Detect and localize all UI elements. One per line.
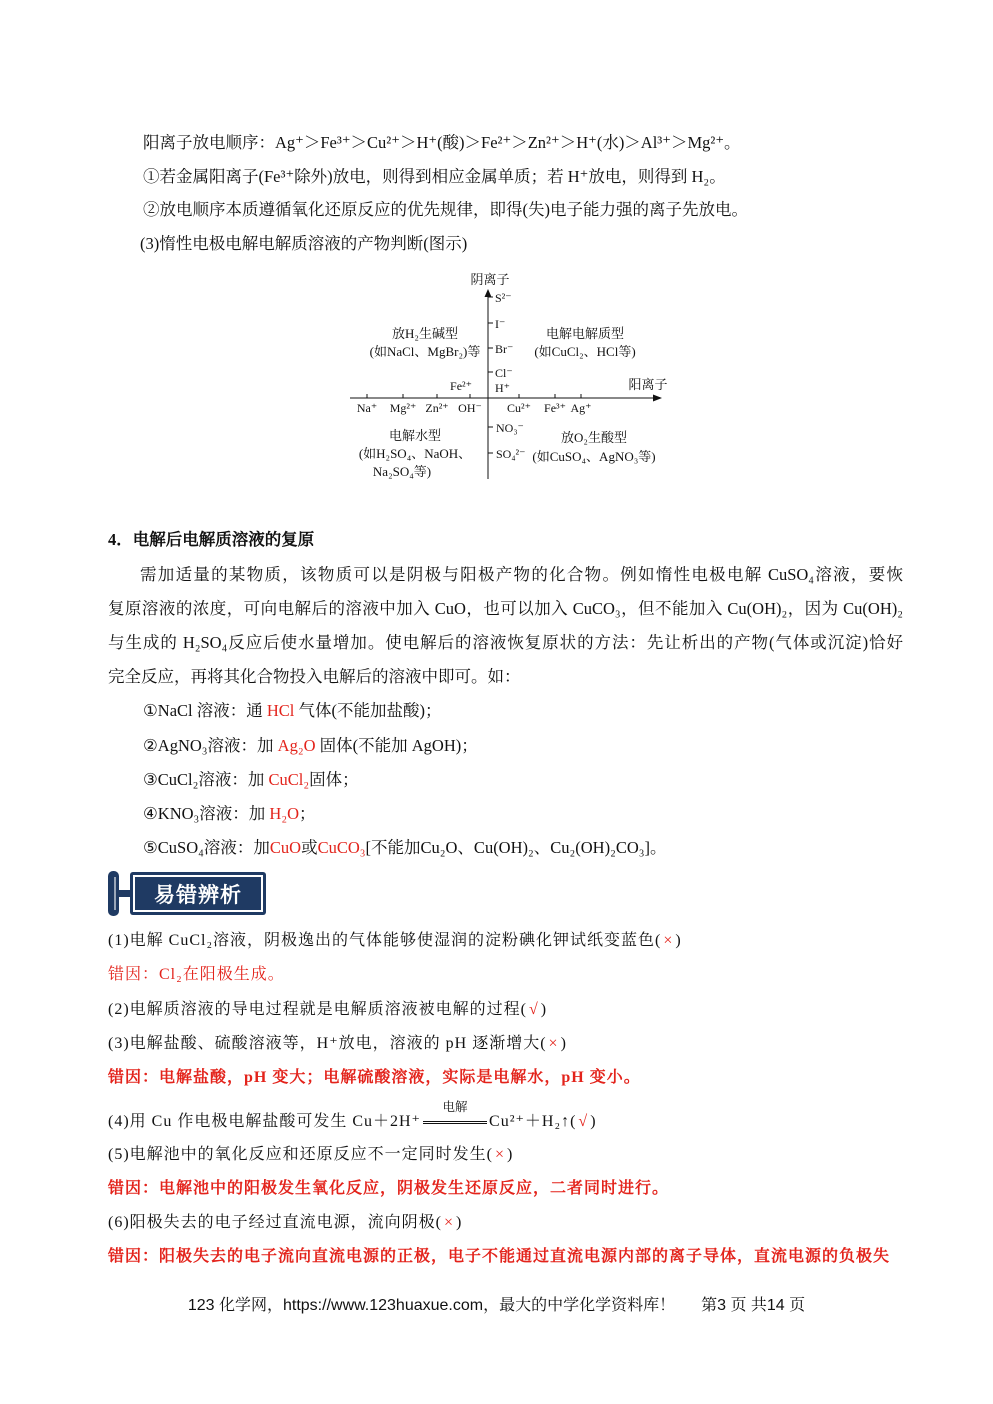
ion-label-hydrogen: H⁺ <box>495 381 510 395</box>
item-statement: (3)电解盐酸、硫酸溶液等，H⁺放电，溶液的 pH 逐渐增大( <box>108 1035 547 1052</box>
item-text: ①NaCl 溶液：通 <box>143 701 267 720</box>
verdict-mark: × <box>495 1146 506 1163</box>
quadrant-top-right-example: (如CuCl₂、HCl等) <box>534 344 636 359</box>
item-statement: (4)用 Cu 作电极电解盐酸可发生 Cu＋2H⁺ <box>108 1113 422 1130</box>
list-item <box>143 837 667 859</box>
horizontal-axis-label: 阳离子 <box>628 377 668 392</box>
footer-site-text: 123 化学网，https://www.123huaxue.com，最大的中学化学资料库！ <box>187 1297 676 1314</box>
item-text: ③CuCl₂溶液：加 <box>143 770 269 789</box>
item-text: ； <box>299 804 316 823</box>
list-item <box>143 735 478 757</box>
paragraph-line: 与生成的 H₂SO₄反应后使水量增加。使电解后的溶液恢复原状的方法：先让析出的产物(气体或沉淀)恰好 <box>108 633 903 652</box>
paragraph-line: 复原溶液的浓度，可向电解后的溶液中加入 CuO，也可以加入 CuCO₃，但不能加入 Cu(OH)₂，因为 Cu(OH)₂ <box>108 599 903 618</box>
verdict-mark: × <box>663 932 674 949</box>
ion-label-hydroxide: OH⁻ <box>458 401 482 415</box>
list-item <box>143 769 359 791</box>
item-text: [不能加Cu₂O、Cu(OH)₂、Cu₂(OH)₂CO₃]。 <box>365 838 667 857</box>
vertical-axis-arrow <box>485 289 492 297</box>
discharge-rule-2: ②放电顺序本质遵循氧化还原反应的优先规律，即得(失)电子能力强的离子先放电。 <box>143 200 748 219</box>
ion-label-copper: Cu²⁺ <box>507 401 531 415</box>
error-item <box>108 1212 462 1234</box>
answer-text: CuCO₃ <box>317 838 366 857</box>
item-close: ) <box>675 932 682 949</box>
paragraph-line: 需加适量的某物质，该物质可以是阴极与阳极产物的化合物。例如惰性电极电解 CuSO₄溶液，要恢 <box>140 565 903 584</box>
quadrant-top-left-example: (如NaCl、MgBr₂)等 <box>369 344 481 359</box>
banner-box <box>130 872 266 915</box>
section-heading: 4．电解后电解质溶液的复原 <box>108 530 315 549</box>
item-statement: (1)电解 CuCl₂溶液，阴极逸出的气体能够使湿润的淀粉碘化钾试纸变蓝色( <box>108 932 662 949</box>
item-text: 气体(不能加盐酸)； <box>294 701 442 720</box>
item-statement: (2)电解质溶液的导电过程就是电解质溶液被电解的过程( <box>108 1001 527 1018</box>
quadrant-bottom-right-title: 放O₂生酸型 <box>561 430 627 445</box>
item-close: ) <box>560 1035 567 1052</box>
cation-discharge-order: 阳离子放电顺序：Ag⁺＞Fe³⁺＞Cu²⁺＞H⁺(酸)＞Fe²⁺＞Zn²⁺＞H⁺(水)＞Al³⁺＞Mg²⁺。 <box>143 133 741 152</box>
error-reason: 错因：电解池中的阳极发生氧化反应，阴极发生还原反应，二者同时进行。 <box>108 1180 670 1197</box>
quadrant-bottom-left-example-2: Na₂SO₄等) <box>372 464 432 479</box>
footer-page-number: 第3 页 共14 页 <box>701 1297 806 1314</box>
verdict-mark: × <box>444 1214 455 1231</box>
banner-title: 易错辨析 <box>154 882 242 907</box>
item-close: ) <box>540 1001 548 1018</box>
verdict-mark: × <box>548 1035 559 1052</box>
list-item <box>143 803 316 825</box>
page-footer <box>0 1295 993 1317</box>
error-item <box>108 999 547 1021</box>
electrolysis-product-diagram <box>340 265 680 487</box>
vertical-axis-label: 阴离子 <box>470 272 510 287</box>
answer-text: CuCl₂ <box>268 770 310 789</box>
quadrant-top-right-title: 电解电解质型 <box>545 326 625 341</box>
answer-text: CuO <box>269 838 302 857</box>
paragraph-line: 完全反应，再将其化合物投入电解后的溶液中即可。如： <box>108 667 521 686</box>
ion-label-chloride: Cl⁻ <box>495 366 513 380</box>
diagram-caption: (3)惰性电极电解电解质溶液的产物判断(图示) <box>140 234 468 253</box>
item-statement: (5)电解池中的氧化反应和还原反应不一定同时发生( <box>108 1146 493 1163</box>
reaction-equals-sign <box>421 1100 489 1133</box>
verdict-mark: √ <box>529 1001 539 1018</box>
section-banner <box>106 871 268 916</box>
item-text: ⑤CuSO₄溶液：加 <box>143 838 270 857</box>
verdict-mark: √ <box>578 1113 589 1130</box>
quadrant-bottom-right-example: (如CuSO₄、AgNO₃等) <box>532 449 656 464</box>
ion-label-zinc: Zn²⁺ <box>425 401 449 415</box>
ion-label-bromide: Br⁻ <box>495 342 514 356</box>
item-text: 或 <box>301 838 318 857</box>
error-item <box>108 1100 597 1133</box>
ion-label-silver: Ag⁺ <box>570 401 592 415</box>
error-reason: 错因：Cl₂在阳极生成。 <box>108 966 285 983</box>
item-text: 固体； <box>309 770 359 789</box>
error-item <box>108 1033 567 1055</box>
ion-label-ferrous: Fe²⁺ <box>450 379 472 393</box>
answer-text: H₂O <box>269 804 300 823</box>
error-reason: 错因：电解盐酸，pH 变大；电解硫酸溶液，实际是电解水，pH 变小。 <box>108 1069 641 1086</box>
ion-label-sulfide: S²⁻ <box>495 291 512 305</box>
ion-label-iodide: I⁻ <box>495 317 506 331</box>
reaction-products: Cu²⁺＋H₂↑( <box>489 1113 577 1130</box>
answer-text: Ag₂O <box>277 736 316 755</box>
item-statement: (6)阳极失去的电子经过直流电源，流向阴极( <box>108 1214 442 1231</box>
error-item <box>108 930 682 952</box>
item-close: ) <box>507 1146 514 1163</box>
quadrant-bottom-left-title: 电解水型 <box>388 428 442 443</box>
discharge-rule-1: ①若金属阳离子(Fe³⁺除外)放电，则得到相应金属单质；若 H⁺放电，则得到 H₂。 <box>143 167 726 186</box>
item-text: 固体(不能加 AgOH)； <box>315 736 478 755</box>
list-item <box>143 700 442 722</box>
ion-label-ferric: Fe³⁺ <box>544 401 566 415</box>
reaction-condition: 电解 <box>442 1100 468 1114</box>
item-text: ④KNO₃溶液：加 <box>143 804 270 823</box>
item-text: ②AgNO₃溶液：加 <box>143 736 278 755</box>
error-reason: 错因：阳极失去的电子流向直流电源的正极，电子不能通过直流电源内部的离子导体，直流电源的负极失 <box>108 1248 891 1265</box>
double-line <box>423 1121 487 1124</box>
answer-text: HCl <box>266 701 295 720</box>
item-close: ) <box>456 1214 463 1231</box>
quadrant-top-left-title: 放H₂生碱型 <box>392 326 458 341</box>
error-item <box>108 1144 513 1166</box>
quadrant-bottom-left-example-1: (如H₂SO₄、NaOH、 <box>358 446 472 461</box>
item-close: ) <box>590 1113 597 1130</box>
ion-label-magnesium: Mg²⁺ <box>389 401 417 415</box>
ion-label-nitrate: NO₃⁻ <box>496 421 524 435</box>
ion-label-sulfate: SO₄²⁻ <box>496 447 526 461</box>
ion-label-sodium: Na⁺ <box>356 401 378 415</box>
horizontal-axis-arrow <box>653 395 662 402</box>
banner-bracket-highlight <box>114 877 116 910</box>
